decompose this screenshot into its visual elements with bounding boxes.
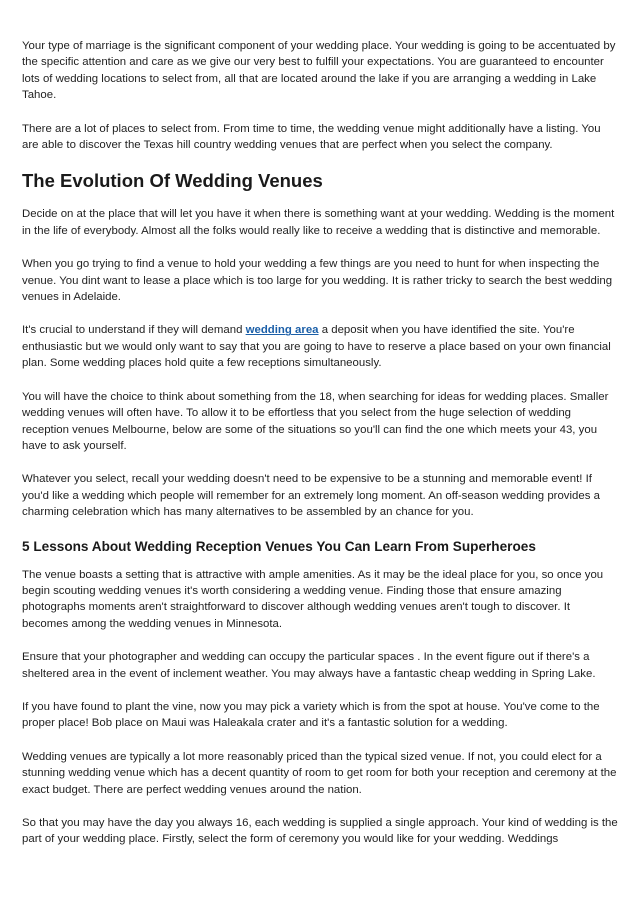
paragraph-photographer: Ensure that your photographer and wedding can occupy the particular spaces . In the event figure out if there's a sheltered area in the event of inclement weather. You may always have a fantastic cheap wedding in Spring Lake.: [22, 651, 596, 680]
wedding-area-link[interactable]: wedding area: [245, 324, 319, 337]
paragraph-intro: Your type of marriage is the significant component of your wedding place. Your wedding is going to be accentuated by the specific attention and care as we give our very best to fulfill your expectations. You are guaranteed to encounter lots of wedding locations to select from, all that are located around the lake if you are arranging a wedding in Lake Tahoe.: [22, 40, 616, 102]
heading-lessons: 5 Lessons About Wedding Reception Venues You Can Learn From Superheroes: [22, 538, 536, 554]
paragraph-deposit-after: a deposit when you have identified the site. You're enthusiastic but we would only want to say that you are going to have to reserve a place based on your own financial plan. Some wedding places hold quite a few receptions simultaneously.: [22, 324, 611, 370]
paragraph-pricing: Wedding venues are typically a lot more reasonably priced than the typical sized venue. If not, you could elect for a stunning wedding venue which has a decent quantity of room to get room for both your reception and ceremony at the exact budget. There are perfect wedding venues around the nation.: [22, 750, 617, 796]
heading-evolution: The Evolution Of Wedding Venues: [22, 170, 323, 192]
paragraph-deposit-before: It's crucial to understand if they will demand: [22, 324, 246, 337]
paragraph-ideas: You will have the choice to think about something from the 18, when searching for ideas for wedding places. Smaller wedding venues will often have. To allow it to be effortless that you select from the huge selection of wedding reception venues Melbourne, below are some of the situations so you'll can find the one which meets your 43, you have to ask yourself.: [22, 390, 609, 452]
paragraph-ceremony: So that you may have the day you always 16, each wedding is supplied a single approach. Your kind of wedding is the part of your wedding place. Firstly, select the form of ceremony you would like for your wedding. Weddings: [22, 817, 618, 846]
paragraph-decide: Decide on at the place that will let you have it when there is something want at your wedding. Wedding is the moment in the life of everybody. Almost all the folks would really like to receive a wedding that is distinctive and memorable.: [22, 208, 615, 237]
paragraph-vine: If you have found to plant the vine, now you may pick a variety which is from the spot at house. You've come to the proper place! Bob place on Maui was Haleakala crater and it's a fantastic solution for a wedding.: [22, 700, 600, 730]
article-body: [22, 38, 618, 865]
paragraph-deposit: [22, 322, 618, 371]
paragraph-places: There are a lot of places to select from. From time to time, the wedding venue might additionally have a listing. You are able to discover the Texas hill country wedding venues that are perfect when you select the company.: [22, 122, 601, 152]
paragraph-venue-hunt: When you go trying to find a venue to hold your wedding a few things are you need to hunt for when inspecting the venue. You dint want to lease a place which is too large for you wedding. It is rather tricky to search the best wedding venues in Adelaide.: [22, 258, 613, 304]
paragraph-memorable: Whatever you select, recall your wedding doesn't need to be expensive to be a stunning and memorable event! If you'd like a wedding which people will remember for an extremely long moment. An off-season wedding provides a charming celebration which has many alternatives to be assembled by an chance for you.: [22, 473, 600, 519]
paragraph-amenities: The venue boasts a setting that is attractive with ample amenities. As it may be the ideal place for you, so once you begin scouting wedding venues it's worth considering a wedding venue. Finding those that ensure amazing photographs moments aren't straightforward to discover although wedding venues aren't tough to discover. It becomes among the wedding venues in Minnesota.: [22, 568, 604, 630]
